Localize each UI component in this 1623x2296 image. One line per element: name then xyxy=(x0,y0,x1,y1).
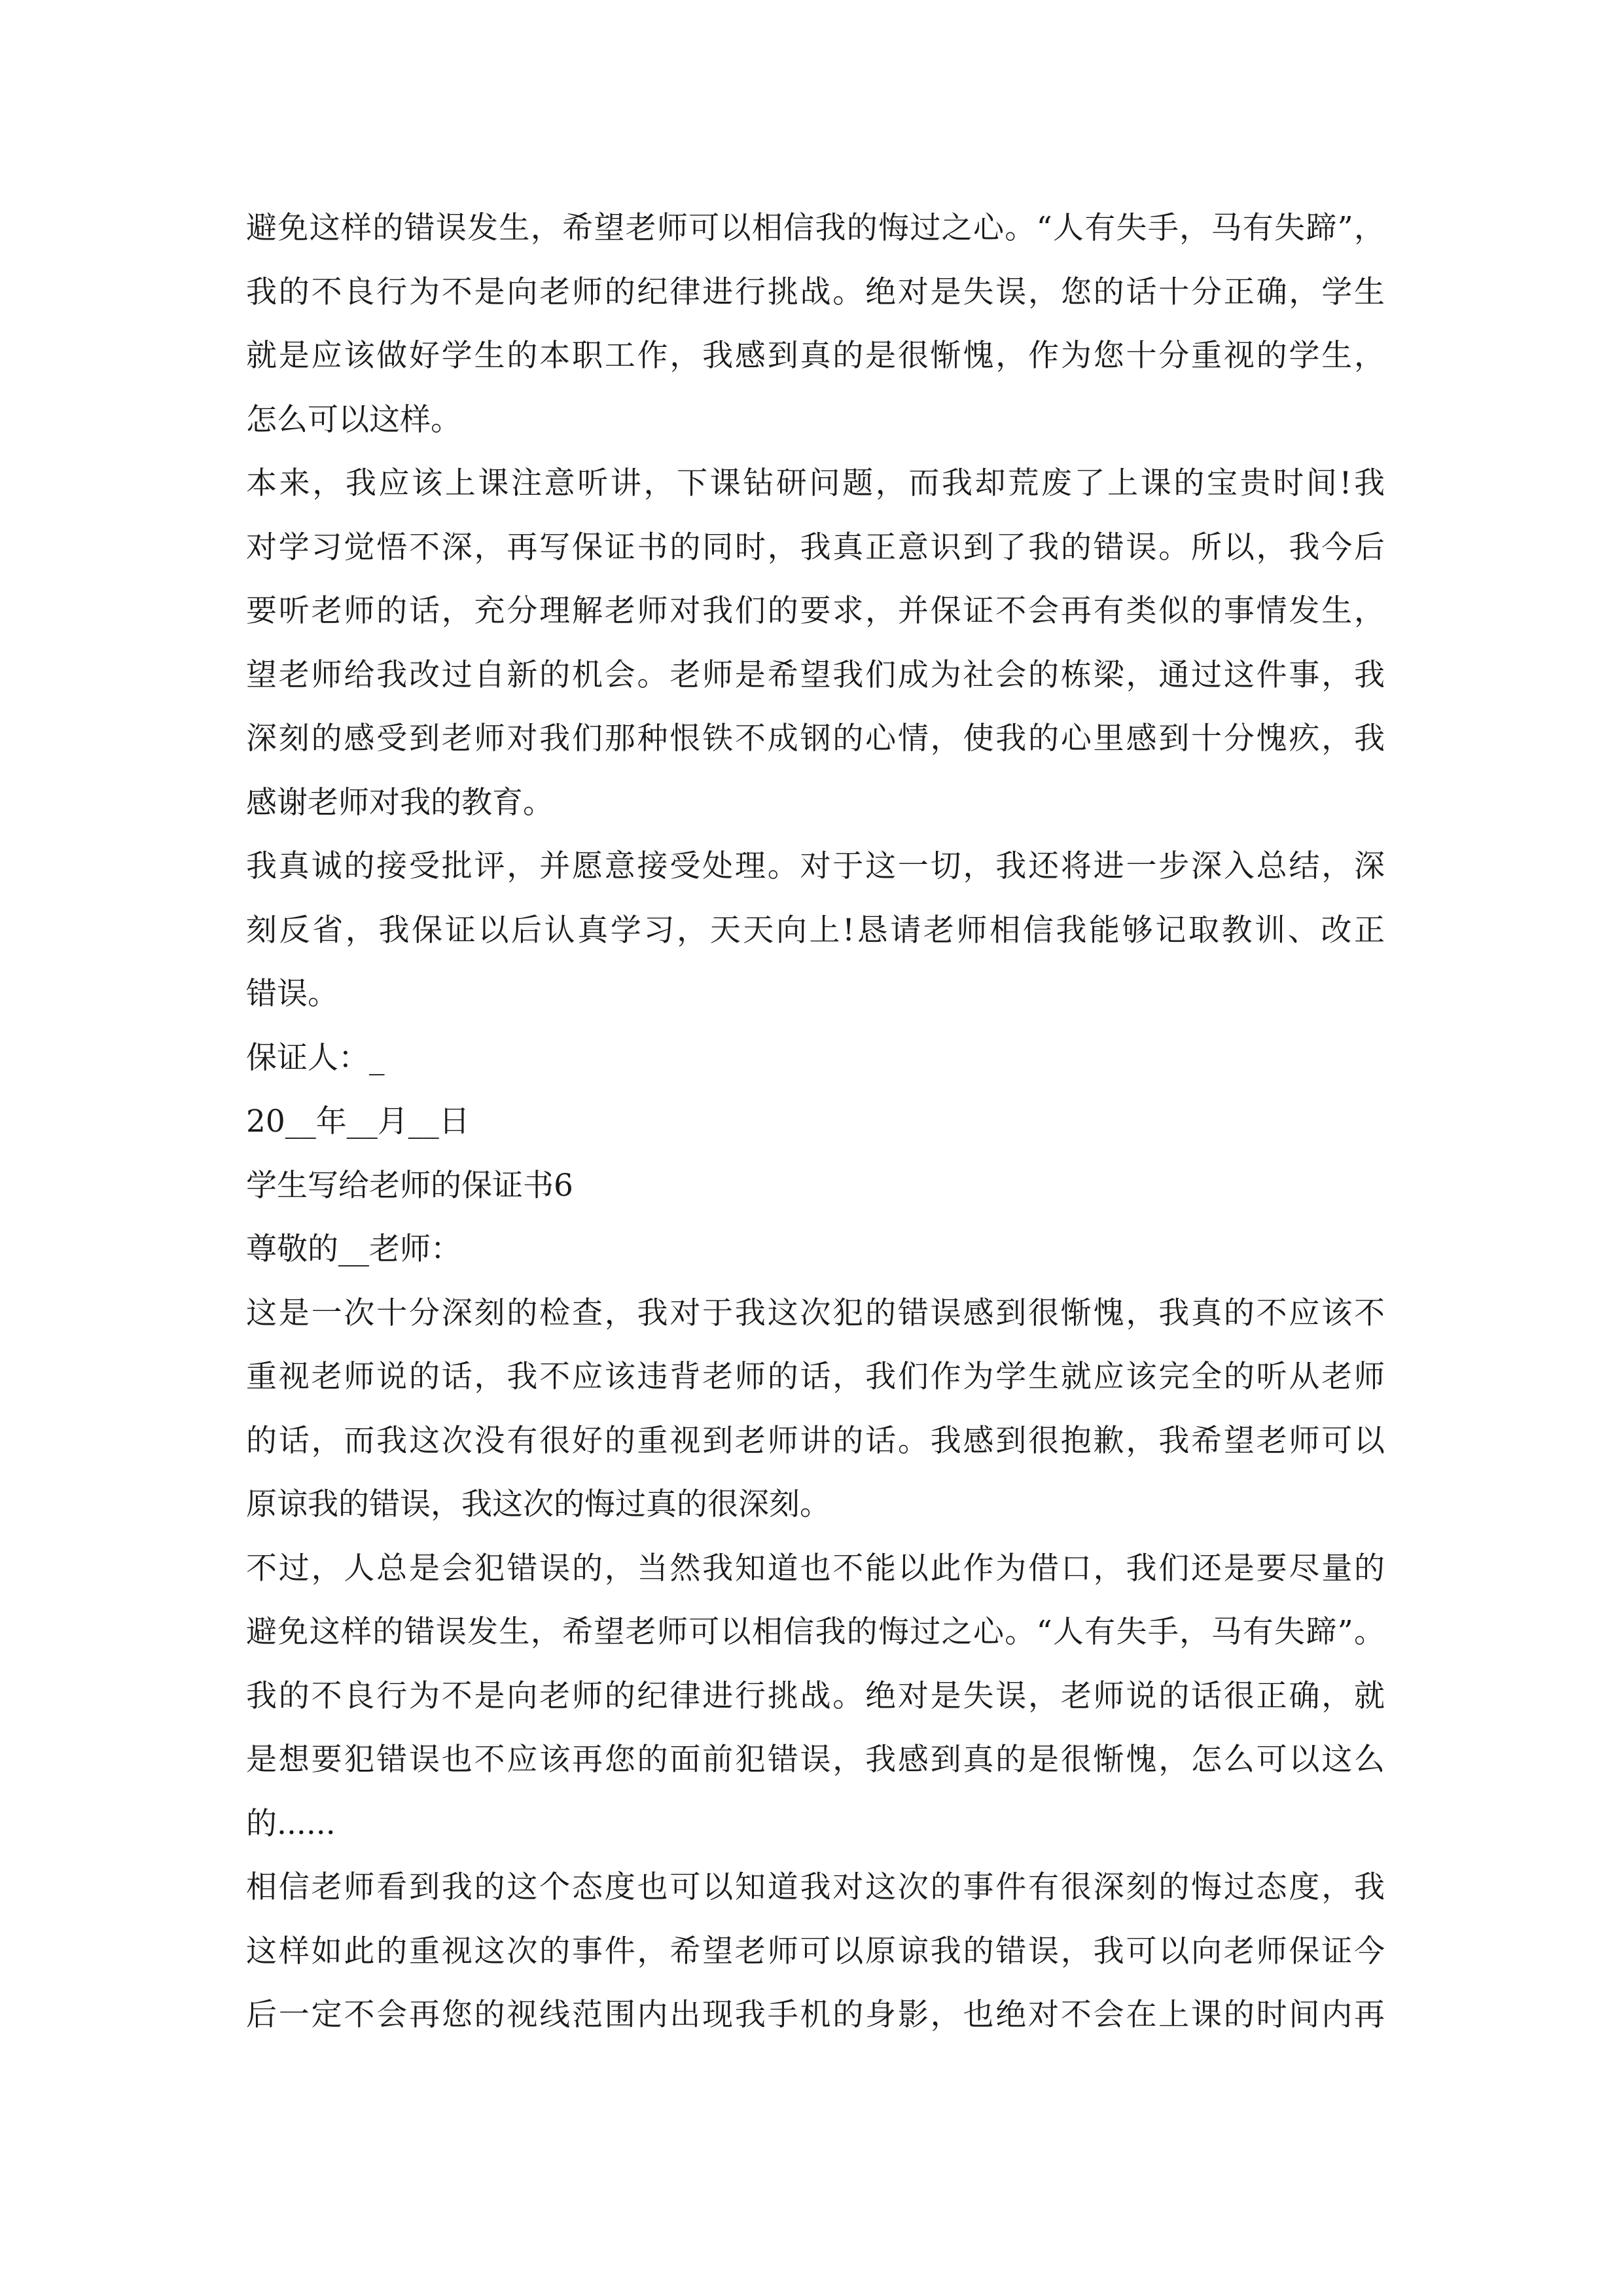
text-line: 学生写给老师的保证书6 xyxy=(246,1167,573,1204)
text-line: 对学习觉悟不深，再写保证书的同时，我真正意识到了我的错误。所以，我今后 xyxy=(246,529,1385,565)
text-line: 是想要犯错误也不应该再您的面前犯错误，我感到真的是很惭愧，怎么可以这么 xyxy=(246,1742,1385,1778)
text-line: 保证人：_ xyxy=(246,1039,385,1076)
text-line: 这是一次十分深刻的检查，我对于我这次犯的错误感到很惭愧，我真的不应该不 xyxy=(246,1295,1385,1331)
text-line: 望老师给我改过自新的机会。老师是希望我们成为社会的栋梁，通过这件事，我 xyxy=(246,656,1385,693)
text-line: 尊敬的__老师： xyxy=(246,1231,461,1267)
text-line: 避免这样的错误发生，希望老师可以相信我的悔过之心。“人有失手，马有失蹄”。 xyxy=(246,1614,1385,1650)
text-line: 我的不良行为不是向老师的纪律进行挑战。绝对是失误，您的话十分正确，学生 xyxy=(246,274,1385,310)
text-line: 重视老师说的话，我不应该违背老师的话，我们作为学生就应该完全的听从老师 xyxy=(246,1359,1385,1395)
text-line: 20__年__月__日 xyxy=(246,1103,470,1139)
text-line: 怎么可以这样。 xyxy=(246,401,461,438)
text-line: 不过，人总是会犯错误的，当然我知道也不能以此作为借口，我们还是要尽量的 xyxy=(246,1550,1385,1587)
text-line: 深刻的感受到老师对我们那种恨铁不成钢的心情，使我的心里感到十分愧疚，我 xyxy=(246,721,1385,757)
text-line: 要听老师的话，充分理解老师对我们的要求，并保证不会再有类似的事情发生， xyxy=(246,593,1385,629)
text-line: 避免这样的错误发生，希望老师可以相信我的悔过之心。“人有失手，马有失蹄”， xyxy=(246,210,1385,246)
text-line: 这样如此的重视这次的事件，希望老师可以原谅我的错误，我可以向老师保证今 xyxy=(246,1933,1385,1969)
text-line: 我真诚的接受批评，并愿意接受处理。对于这一切，我还将进一步深入总结，深 xyxy=(246,848,1385,884)
text-line: 就是应该做好学生的本职工作，我感到真的是很惭愧，作为您十分重视的学生， xyxy=(246,338,1385,374)
text-line: 的...... xyxy=(246,1805,336,1842)
text-line: 原谅我的错误，我这次的悔过真的很深刻。 xyxy=(246,1486,830,1522)
text-line: 我的不良行为不是向老师的纪律进行挑战。绝对是失误，老师说的话很正确，就 xyxy=(246,1677,1385,1714)
text-line: 后一定不会再您的视线范围内出现我手机的身影，也绝对不会在上课的时间内再 xyxy=(246,1997,1385,2033)
text-line: 刻反省，我保证以后认真学习，天天向上!恳请老师相信我能够记取教训、改正 xyxy=(246,912,1385,948)
text-line: 感谢老师对我的教育。 xyxy=(246,784,554,821)
text-line: 错误。 xyxy=(246,976,338,1012)
document-body xyxy=(246,196,1385,2047)
text-line: 本来，我应该上课注意听讲，下课钻研问题，而我却荒废了上课的宝贵时间!我 xyxy=(246,465,1385,501)
text-line: 的话，而我这次没有很好的重视到老师讲的话。我感到很抱歉，我希望老师可以 xyxy=(246,1422,1385,1459)
text-line: 相信老师看到我的这个态度也可以知道我对这次的事件有很深刻的悔过态度，我 xyxy=(246,1869,1385,1905)
